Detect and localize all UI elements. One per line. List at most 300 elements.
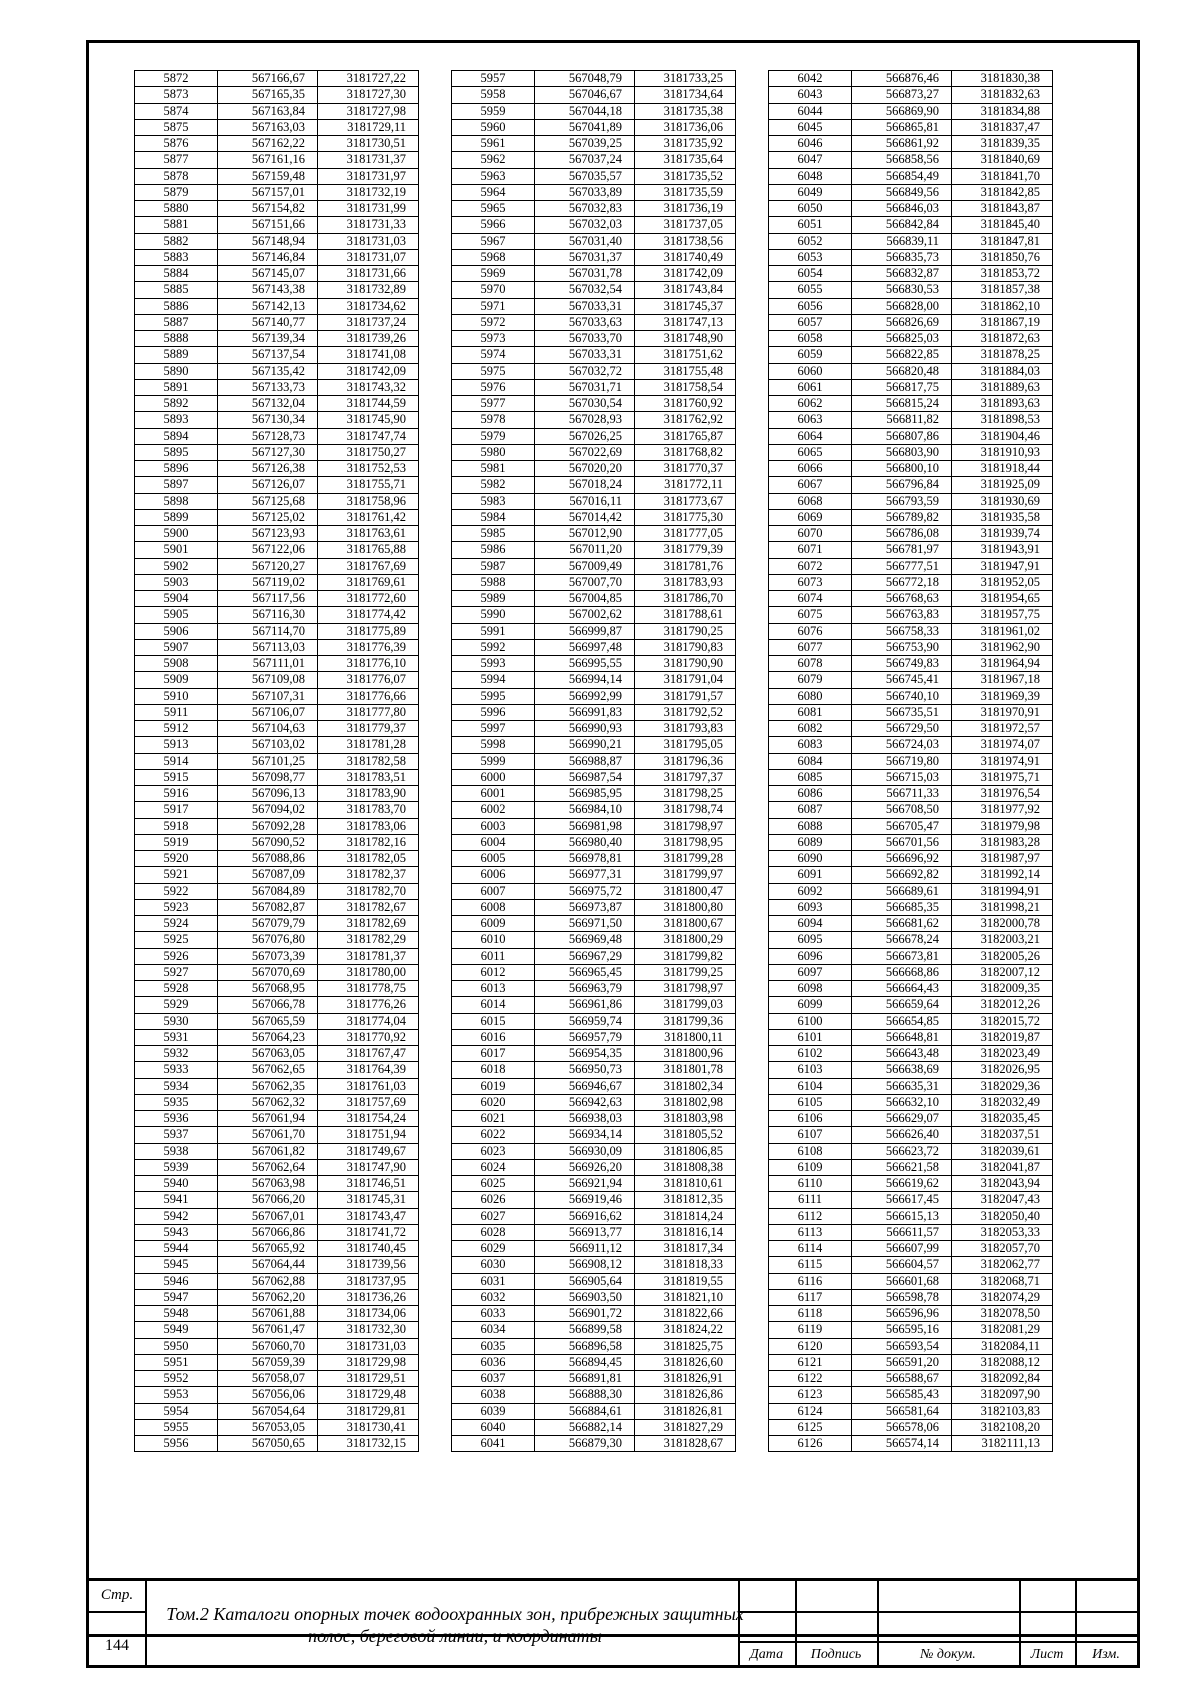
point-number: 5930 <box>135 1013 218 1029</box>
table-row <box>452 71 736 87</box>
table-row <box>769 656 1053 672</box>
table-row <box>769 607 1053 623</box>
coord-x: 567084,89 <box>218 883 318 899</box>
point-number: 6096 <box>769 948 852 964</box>
coord-x: 567088,86 <box>218 851 318 867</box>
coord-y: 3181992,14 <box>952 867 1053 883</box>
table-row <box>452 1257 736 1273</box>
point-number: 5880 <box>135 201 218 217</box>
point-number: 6124 <box>769 1403 852 1419</box>
table-row <box>135 217 419 233</box>
point-number: 5885 <box>135 282 218 298</box>
point-number: 6125 <box>769 1419 852 1435</box>
point-number: 5983 <box>452 493 535 509</box>
coord-y: 3181802,98 <box>635 1094 736 1110</box>
coord-x: 567007,70 <box>535 574 635 590</box>
coord-x: 566796,84 <box>852 477 952 493</box>
coord-x: 567116,30 <box>218 607 318 623</box>
table-row <box>769 623 1053 639</box>
table-row <box>135 266 419 282</box>
coord-y: 3181910,93 <box>952 444 1053 460</box>
coord-x: 567165,35 <box>218 87 318 103</box>
coord-y: 3181791,57 <box>635 688 736 704</box>
coord-y: 3181837,47 <box>952 119 1053 135</box>
coord-y: 3181732,15 <box>318 1436 419 1452</box>
table-row <box>452 103 736 119</box>
point-number: 5989 <box>452 591 535 607</box>
coord-x: 566980,40 <box>535 834 635 850</box>
point-number: 6072 <box>769 558 852 574</box>
table-row <box>135 753 419 769</box>
point-number: 6086 <box>769 786 852 802</box>
table-row <box>135 851 419 867</box>
point-number: 5953 <box>135 1387 218 1403</box>
table-row <box>769 314 1053 330</box>
coord-y: 3181732,30 <box>318 1322 419 1338</box>
table-row <box>452 1111 736 1127</box>
table-row <box>135 347 419 363</box>
coord-y: 3181799,97 <box>635 867 736 883</box>
coord-y: 3181735,59 <box>635 184 736 200</box>
point-number: 5896 <box>135 461 218 477</box>
coord-y: 3181767,69 <box>318 558 419 574</box>
coord-y: 3182068,71 <box>952 1273 1053 1289</box>
table-row <box>769 363 1053 379</box>
coord-x: 566987,54 <box>535 769 635 785</box>
coord-x: 566789,82 <box>852 509 952 525</box>
table-row <box>135 1224 419 1240</box>
coord-x: 566990,93 <box>535 721 635 737</box>
coord-y: 3181819,55 <box>635 1273 736 1289</box>
point-number: 5934 <box>135 1078 218 1094</box>
table-row <box>135 1436 419 1452</box>
coord-x: 566753,90 <box>852 639 952 655</box>
point-number: 5974 <box>452 347 535 363</box>
table-row <box>452 493 736 509</box>
coord-y: 3181758,96 <box>318 493 419 509</box>
coord-y: 3181775,30 <box>635 509 736 525</box>
coord-y: 3181731,99 <box>318 201 419 217</box>
point-number: 5927 <box>135 964 218 980</box>
table-row <box>135 444 419 460</box>
point-number: 6073 <box>769 574 852 590</box>
table-row <box>135 1094 419 1110</box>
table-row <box>769 1436 1053 1452</box>
coord-y: 3181962,90 <box>952 639 1053 655</box>
point-number: 6071 <box>769 542 852 558</box>
coord-x: 567062,65 <box>218 1062 318 1078</box>
coord-y: 3181739,26 <box>318 331 419 347</box>
coord-y: 3181816,14 <box>635 1224 736 1240</box>
table-row <box>135 509 419 525</box>
table-row <box>769 1371 1053 1387</box>
coord-x: 566758,33 <box>852 623 952 639</box>
table-row <box>769 282 1053 298</box>
table-row <box>135 379 419 395</box>
coord-x: 566959,74 <box>535 1013 635 1029</box>
coord-x: 566635,31 <box>852 1078 952 1094</box>
table-row <box>135 249 419 265</box>
point-number: 6032 <box>452 1289 535 1305</box>
point-number: 6082 <box>769 721 852 737</box>
table-row <box>135 1338 419 1354</box>
signature-label: Подпись <box>810 1647 862 1662</box>
coord-x: 566896,58 <box>535 1338 635 1354</box>
coord-x: 566861,92 <box>852 136 952 152</box>
coord-y: 3181745,37 <box>635 298 736 314</box>
table-row <box>452 818 736 834</box>
table-row <box>452 168 736 184</box>
coord-y: 3181741,72 <box>318 1224 419 1240</box>
coord-x: 566981,98 <box>535 818 635 834</box>
coord-x: 567011,20 <box>535 542 635 558</box>
point-number: 5948 <box>135 1306 218 1322</box>
coord-x: 566913,77 <box>535 1224 635 1240</box>
table-row <box>135 883 419 899</box>
coord-y: 3181998,21 <box>952 899 1053 915</box>
table-row <box>135 298 419 314</box>
coordinate-table-3 <box>768 70 1053 1452</box>
coord-x: 566967,29 <box>535 948 635 964</box>
table-row <box>135 526 419 542</box>
coord-y: 3181972,57 <box>952 721 1053 737</box>
point-number: 6053 <box>769 249 852 265</box>
table-row <box>452 1127 736 1143</box>
table-row <box>769 1094 1053 1110</box>
table-row <box>135 168 419 184</box>
coord-x: 566623,72 <box>852 1143 952 1159</box>
table-row <box>135 688 419 704</box>
table-row <box>769 1306 1053 1322</box>
coord-x: 567068,95 <box>218 981 318 997</box>
table-row <box>452 1354 736 1370</box>
point-number: 5957 <box>452 71 535 87</box>
coord-x: 567130,34 <box>218 412 318 428</box>
coord-y: 3181782,70 <box>318 883 419 899</box>
table-row <box>452 688 736 704</box>
coord-y: 3182092,84 <box>952 1371 1053 1387</box>
point-number: 5881 <box>135 217 218 233</box>
coord-y: 3181814,24 <box>635 1208 736 1224</box>
coord-x: 567098,77 <box>218 769 318 785</box>
point-number: 6092 <box>769 883 852 899</box>
table-row <box>769 1013 1053 1029</box>
coord-x: 566971,50 <box>535 916 635 932</box>
coord-y: 3181742,09 <box>635 266 736 282</box>
table-row <box>135 542 419 558</box>
coord-y: 3181776,39 <box>318 639 419 655</box>
point-number: 5879 <box>135 184 218 200</box>
table-row <box>452 639 736 655</box>
table-row <box>135 721 419 737</box>
point-number: 6085 <box>769 769 852 785</box>
coord-y: 3181731,37 <box>318 152 419 168</box>
coord-y: 3182088,12 <box>952 1354 1053 1370</box>
table-row <box>769 558 1053 574</box>
point-number: 6112 <box>769 1208 852 1224</box>
point-number: 6117 <box>769 1289 852 1305</box>
coord-x: 566999,87 <box>535 623 635 639</box>
coord-y: 3181731,66 <box>318 266 419 282</box>
coord-x: 566604,57 <box>852 1257 952 1273</box>
point-number: 6005 <box>452 851 535 867</box>
point-number: 6095 <box>769 932 852 948</box>
coord-y: 3181782,37 <box>318 867 419 883</box>
point-number: 5924 <box>135 916 218 932</box>
table-row <box>135 1078 419 1094</box>
coordinate-table-2 <box>451 70 736 1452</box>
table-row <box>452 217 736 233</box>
table-row <box>452 1273 736 1289</box>
coord-x: 567033,70 <box>535 331 635 347</box>
table-row <box>769 509 1053 525</box>
table-row <box>769 168 1053 184</box>
point-number: 6049 <box>769 184 852 200</box>
coord-y: 3181782,05 <box>318 851 419 867</box>
point-number: 5897 <box>135 477 218 493</box>
coord-x: 566643,48 <box>852 1046 952 1062</box>
coord-y: 3181746,51 <box>318 1176 419 1192</box>
coord-y: 3181781,28 <box>318 737 419 753</box>
point-number: 6069 <box>769 509 852 525</box>
coord-y: 3181826,60 <box>635 1354 736 1370</box>
coord-x: 566596,96 <box>852 1306 952 1322</box>
coord-x: 567123,93 <box>218 526 318 542</box>
coord-y: 3181731,97 <box>318 168 419 184</box>
coord-x: 566997,48 <box>535 639 635 655</box>
coord-y: 3181743,32 <box>318 379 419 395</box>
coord-x: 567070,69 <box>218 964 318 980</box>
coord-x: 567033,63 <box>535 314 635 330</box>
coord-x: 566786,08 <box>852 526 952 542</box>
point-number: 6064 <box>769 428 852 444</box>
table-row <box>769 217 1053 233</box>
coord-y: 3182043,94 <box>952 1176 1053 1192</box>
coord-y: 3181736,06 <box>635 119 736 135</box>
coord-x: 566842,84 <box>852 217 952 233</box>
coord-y: 3181776,66 <box>318 688 419 704</box>
coord-x: 567066,20 <box>218 1192 318 1208</box>
point-number: 6004 <box>452 834 535 850</box>
point-number: 5986 <box>452 542 535 558</box>
point-number: 6051 <box>769 217 852 233</box>
point-number: 6055 <box>769 282 852 298</box>
point-number: 5919 <box>135 834 218 850</box>
point-number: 5959 <box>452 103 535 119</box>
coord-y: 3181740,45 <box>318 1241 419 1257</box>
coord-y: 3181822,66 <box>635 1306 736 1322</box>
point-number: 5904 <box>135 591 218 607</box>
point-number: 5960 <box>452 119 535 135</box>
table-row <box>452 444 736 460</box>
point-number: 6050 <box>769 201 852 217</box>
coord-x: 567094,02 <box>218 802 318 818</box>
coord-x: 566965,45 <box>535 964 635 980</box>
point-number: 5985 <box>452 526 535 542</box>
coord-x: 566905,64 <box>535 1273 635 1289</box>
point-number: 5913 <box>135 737 218 753</box>
coord-y: 3182050,40 <box>952 1208 1053 1224</box>
coord-y: 3181731,07 <box>318 249 419 265</box>
coord-y: 3181732,89 <box>318 282 419 298</box>
table-row <box>135 103 419 119</box>
coord-y: 3181729,98 <box>318 1354 419 1370</box>
coord-y: 3181761,03 <box>318 1078 419 1094</box>
coord-x: 567061,88 <box>218 1306 318 1322</box>
point-number: 5873 <box>135 87 218 103</box>
coord-y: 3181952,05 <box>952 574 1053 590</box>
coord-y: 3181857,38 <box>952 282 1053 298</box>
coord-x: 567028,93 <box>535 412 635 428</box>
table-row <box>769 899 1053 915</box>
coord-x: 567062,64 <box>218 1159 318 1175</box>
point-number: 6038 <box>452 1387 535 1403</box>
table-row <box>452 509 736 525</box>
coord-x: 567031,37 <box>535 249 635 265</box>
coord-x: 566830,53 <box>852 282 952 298</box>
coord-y: 3181957,75 <box>952 607 1053 623</box>
point-number: 6030 <box>452 1257 535 1273</box>
coord-y: 3181731,03 <box>318 233 419 249</box>
point-number: 6013 <box>452 981 535 997</box>
coord-y: 3181799,25 <box>635 964 736 980</box>
point-number: 5951 <box>135 1354 218 1370</box>
coord-x: 567132,04 <box>218 396 318 412</box>
coord-x: 566839,11 <box>852 233 952 249</box>
coord-y: 3181781,37 <box>318 948 419 964</box>
coord-y: 3181802,34 <box>635 1078 736 1094</box>
coord-y: 3182057,70 <box>952 1241 1053 1257</box>
point-number: 6084 <box>769 753 852 769</box>
point-number: 6075 <box>769 607 852 623</box>
coord-y: 3181751,62 <box>635 347 736 363</box>
table-row <box>452 412 736 428</box>
table-row <box>135 428 419 444</box>
coord-x: 567033,31 <box>535 298 635 314</box>
coord-x: 566621,58 <box>852 1159 952 1175</box>
point-number: 5994 <box>452 672 535 688</box>
sheet-label: Лист <box>1030 1647 1064 1662</box>
coord-y: 3182015,72 <box>952 1013 1053 1029</box>
point-number: 6000 <box>452 769 535 785</box>
point-number: 6111 <box>769 1192 852 1208</box>
coord-x: 567060,70 <box>218 1338 318 1354</box>
table-row <box>769 883 1053 899</box>
point-number: 6091 <box>769 867 852 883</box>
coord-y: 3181739,56 <box>318 1257 419 1273</box>
point-number: 5998 <box>452 737 535 753</box>
point-number: 6024 <box>452 1159 535 1175</box>
table-row <box>769 721 1053 737</box>
point-number: 6026 <box>452 1192 535 1208</box>
point-number: 5954 <box>135 1403 218 1419</box>
table-row <box>135 1208 419 1224</box>
point-number: 6126 <box>769 1436 852 1452</box>
coord-x: 566781,97 <box>852 542 952 558</box>
point-number: 5929 <box>135 997 218 1013</box>
coord-x: 567126,38 <box>218 461 318 477</box>
table-row <box>452 347 736 363</box>
table-row <box>452 249 736 265</box>
table-row <box>769 834 1053 850</box>
coord-x: 567133,73 <box>218 379 318 395</box>
coord-x: 567061,94 <box>218 1111 318 1127</box>
point-number: 5991 <box>452 623 535 639</box>
point-number: 6067 <box>769 477 852 493</box>
coord-x: 566876,46 <box>852 71 952 87</box>
table-row <box>452 607 736 623</box>
coord-x: 566926,20 <box>535 1159 635 1175</box>
coord-y: 3181729,11 <box>318 119 419 135</box>
coord-x: 566626,40 <box>852 1127 952 1143</box>
point-number: 6089 <box>769 834 852 850</box>
point-number: 6002 <box>452 802 535 818</box>
table-row <box>452 737 736 753</box>
table-row <box>769 786 1053 802</box>
coord-y: 3181749,67 <box>318 1143 419 1159</box>
coord-y: 3182108,20 <box>952 1419 1053 1435</box>
point-number: 5970 <box>452 282 535 298</box>
point-number: 6076 <box>769 623 852 639</box>
point-number: 6019 <box>452 1078 535 1094</box>
coord-x: 567039,25 <box>535 136 635 152</box>
coord-x: 567092,28 <box>218 818 318 834</box>
coord-y: 3181825,75 <box>635 1338 736 1354</box>
coord-x: 566969,48 <box>535 932 635 948</box>
coord-y: 3182019,87 <box>952 1029 1053 1045</box>
coord-x: 566934,14 <box>535 1127 635 1143</box>
coord-y: 3181727,98 <box>318 103 419 119</box>
point-number: 5928 <box>135 981 218 997</box>
coord-x: 566611,57 <box>852 1224 952 1240</box>
point-number: 6113 <box>769 1224 852 1240</box>
point-number: 5893 <box>135 412 218 428</box>
point-number: 6034 <box>452 1322 535 1338</box>
table-row <box>135 1354 419 1370</box>
table-row <box>769 639 1053 655</box>
table-row <box>135 493 419 509</box>
table-row <box>769 574 1053 590</box>
point-number: 6116 <box>769 1273 852 1289</box>
coord-x: 566800,10 <box>852 461 952 477</box>
point-number: 6077 <box>769 639 852 655</box>
coord-x: 566835,73 <box>852 249 952 265</box>
point-number: 6041 <box>452 1436 535 1452</box>
table-row <box>135 1029 419 1045</box>
table-row <box>135 119 419 135</box>
coord-y: 3181964,94 <box>952 656 1053 672</box>
table-row <box>135 786 419 802</box>
coord-y: 3181778,75 <box>318 981 419 997</box>
table-row <box>452 1208 736 1224</box>
coord-x: 567054,64 <box>218 1403 318 1419</box>
point-number: 5987 <box>452 558 535 574</box>
table-row <box>769 688 1053 704</box>
coord-y: 3181983,28 <box>952 834 1053 850</box>
coord-x: 566899,58 <box>535 1322 635 1338</box>
coord-x: 566654,85 <box>852 1013 952 1029</box>
coord-x: 566828,00 <box>852 298 952 314</box>
coord-y: 3181783,93 <box>635 574 736 590</box>
point-number: 5909 <box>135 672 218 688</box>
coord-y: 3182074,29 <box>952 1289 1053 1305</box>
coord-x: 567117,56 <box>218 591 318 607</box>
coord-y: 3181800,29 <box>635 932 736 948</box>
table-row <box>135 623 419 639</box>
point-number: 6046 <box>769 136 852 152</box>
point-number: 5999 <box>452 753 535 769</box>
coord-y: 3181850,76 <box>952 249 1053 265</box>
